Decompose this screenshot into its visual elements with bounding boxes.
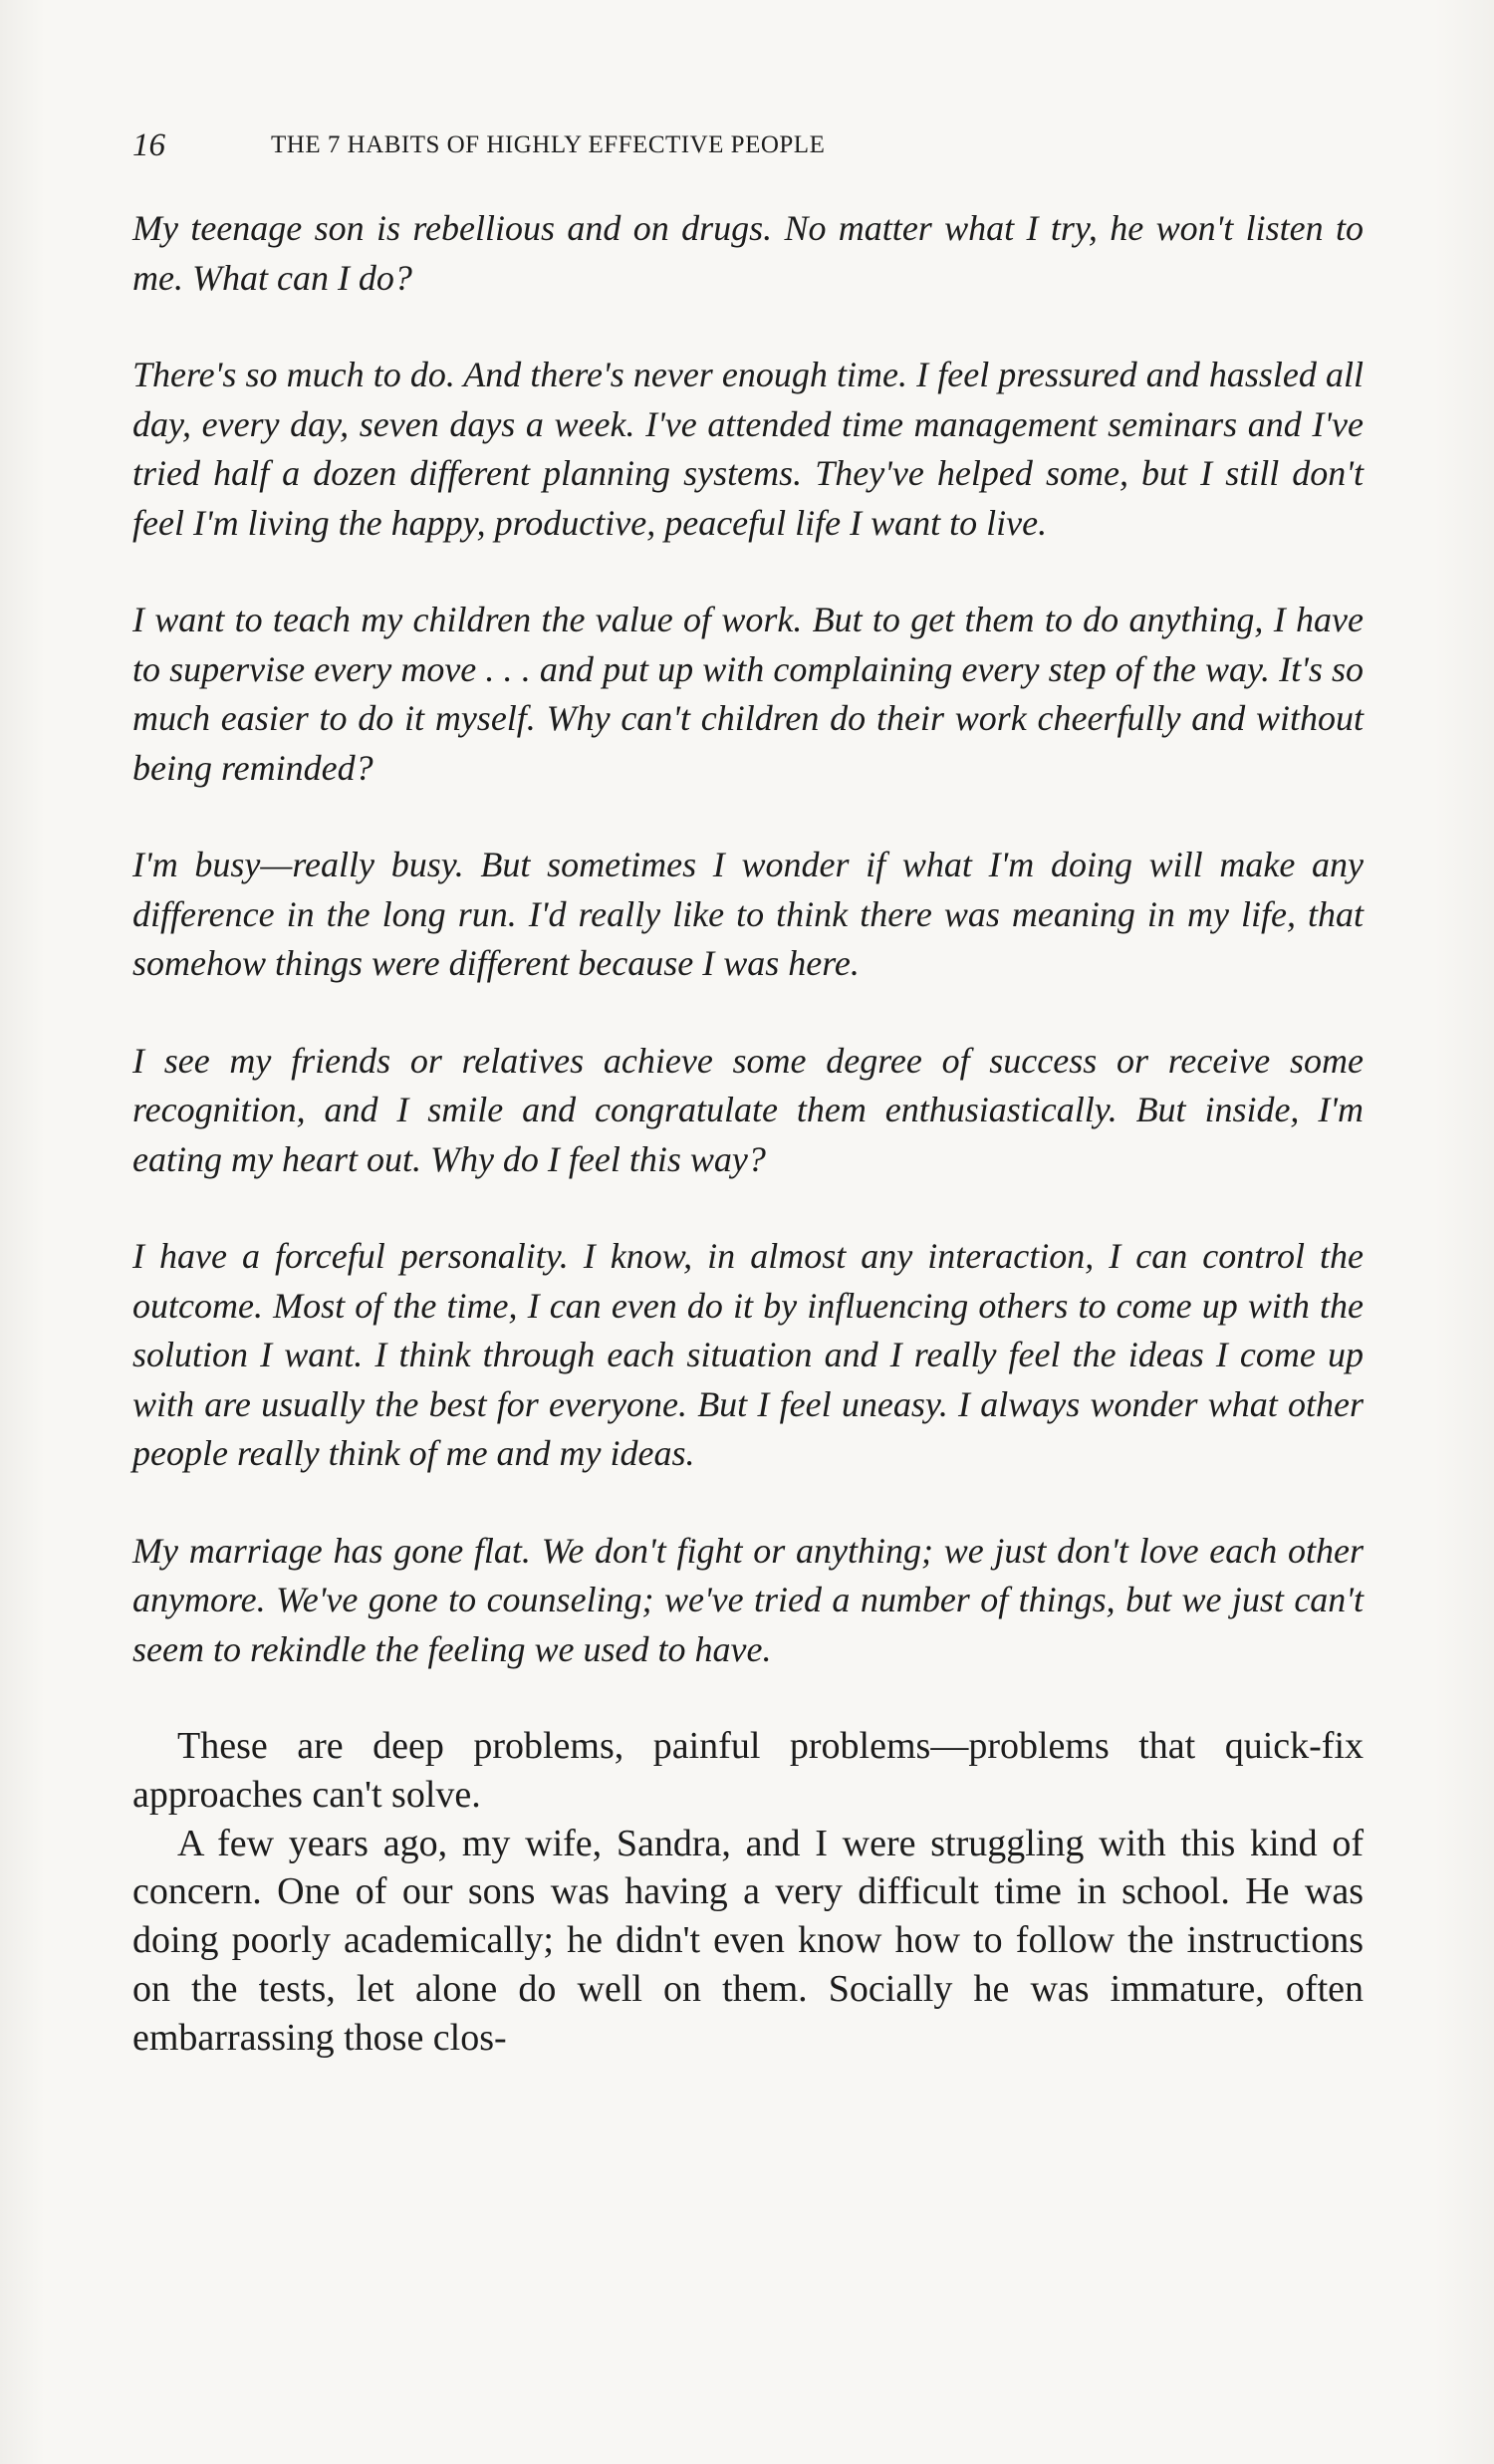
running-head	[132, 125, 1368, 165]
body-paragraph: These are deep problems, painful problems—problems that quick-fix approaches can't solve.	[132, 1725, 1364, 1816]
quote-paragraph: I'm busy—really busy. But sometimes I wonder if what I'm doing will make any difference in the long run. I'd really like to think there was meaning in my life, that somehow things were different because I was here.	[132, 845, 1364, 983]
quote-paragraph: I want to teach my children the value of work. But to get them to do anything, I have to supervise every move . . . and put up with complaining every step of the way. It's so much easier to do it myself. Why can't children do their work cheerfully and without being reminded?	[132, 600, 1364, 788]
quote-paragraph: My teenage son is rebellious and on drugs. No matter what I try, he won't listen to me. What can I do?	[132, 208, 1364, 298]
quote-paragraph: I see my friends or relatives achieve some degree of success or receive some recognition, and I smile and congratulate them enthusiastically. But inside, I'm eating my heart out. Why do I feel this way?	[132, 1040, 1364, 1179]
page-number: 16	[132, 127, 165, 163]
body-paragraph: A few years ago, my wife, Sandra, and I were struggling with this kind of concern. One of our sons was having a very difficult time in school. He was doing poorly academically; he didn't even know how to follow the instructions on the tests, let alone do well on them. Socially he was immature, often embarrassing those clos-	[132, 1822, 1364, 2059]
quote-paragraph: My marriage has gone flat. We don't fight or anything; we just don't love each other anymore. We've gone to counseling; we've tried a number of things, but we just can't seem to rekindle the feeling we used to have.	[132, 1530, 1364, 1669]
book-title: THE 7 HABITS OF HIGHLY EFFECTIVE PEOPLE	[271, 131, 826, 158]
quote-paragraph: There's so much to do. And there's never enough time. I feel pressured and hassled all day, every day, seven days a week. I've attended time management seminars and I've tried half a dozen different planning systems. They've helped some, but I still don't feel I'm living the happy, productive, peaceful life I want to live.	[132, 355, 1364, 543]
page-content	[132, 204, 1364, 2063]
quote-paragraph: I have a forceful personality. I know, in almost any interaction, I can control the outcome. Most of the time, I can even do it by influencing others to come up with the solution I want. I think through each situation and I really feel the ideas I come up with are usually the best for everyone. But I feel uneasy. I always wonder what other people really think of me and my ideas.	[132, 1236, 1364, 1473]
